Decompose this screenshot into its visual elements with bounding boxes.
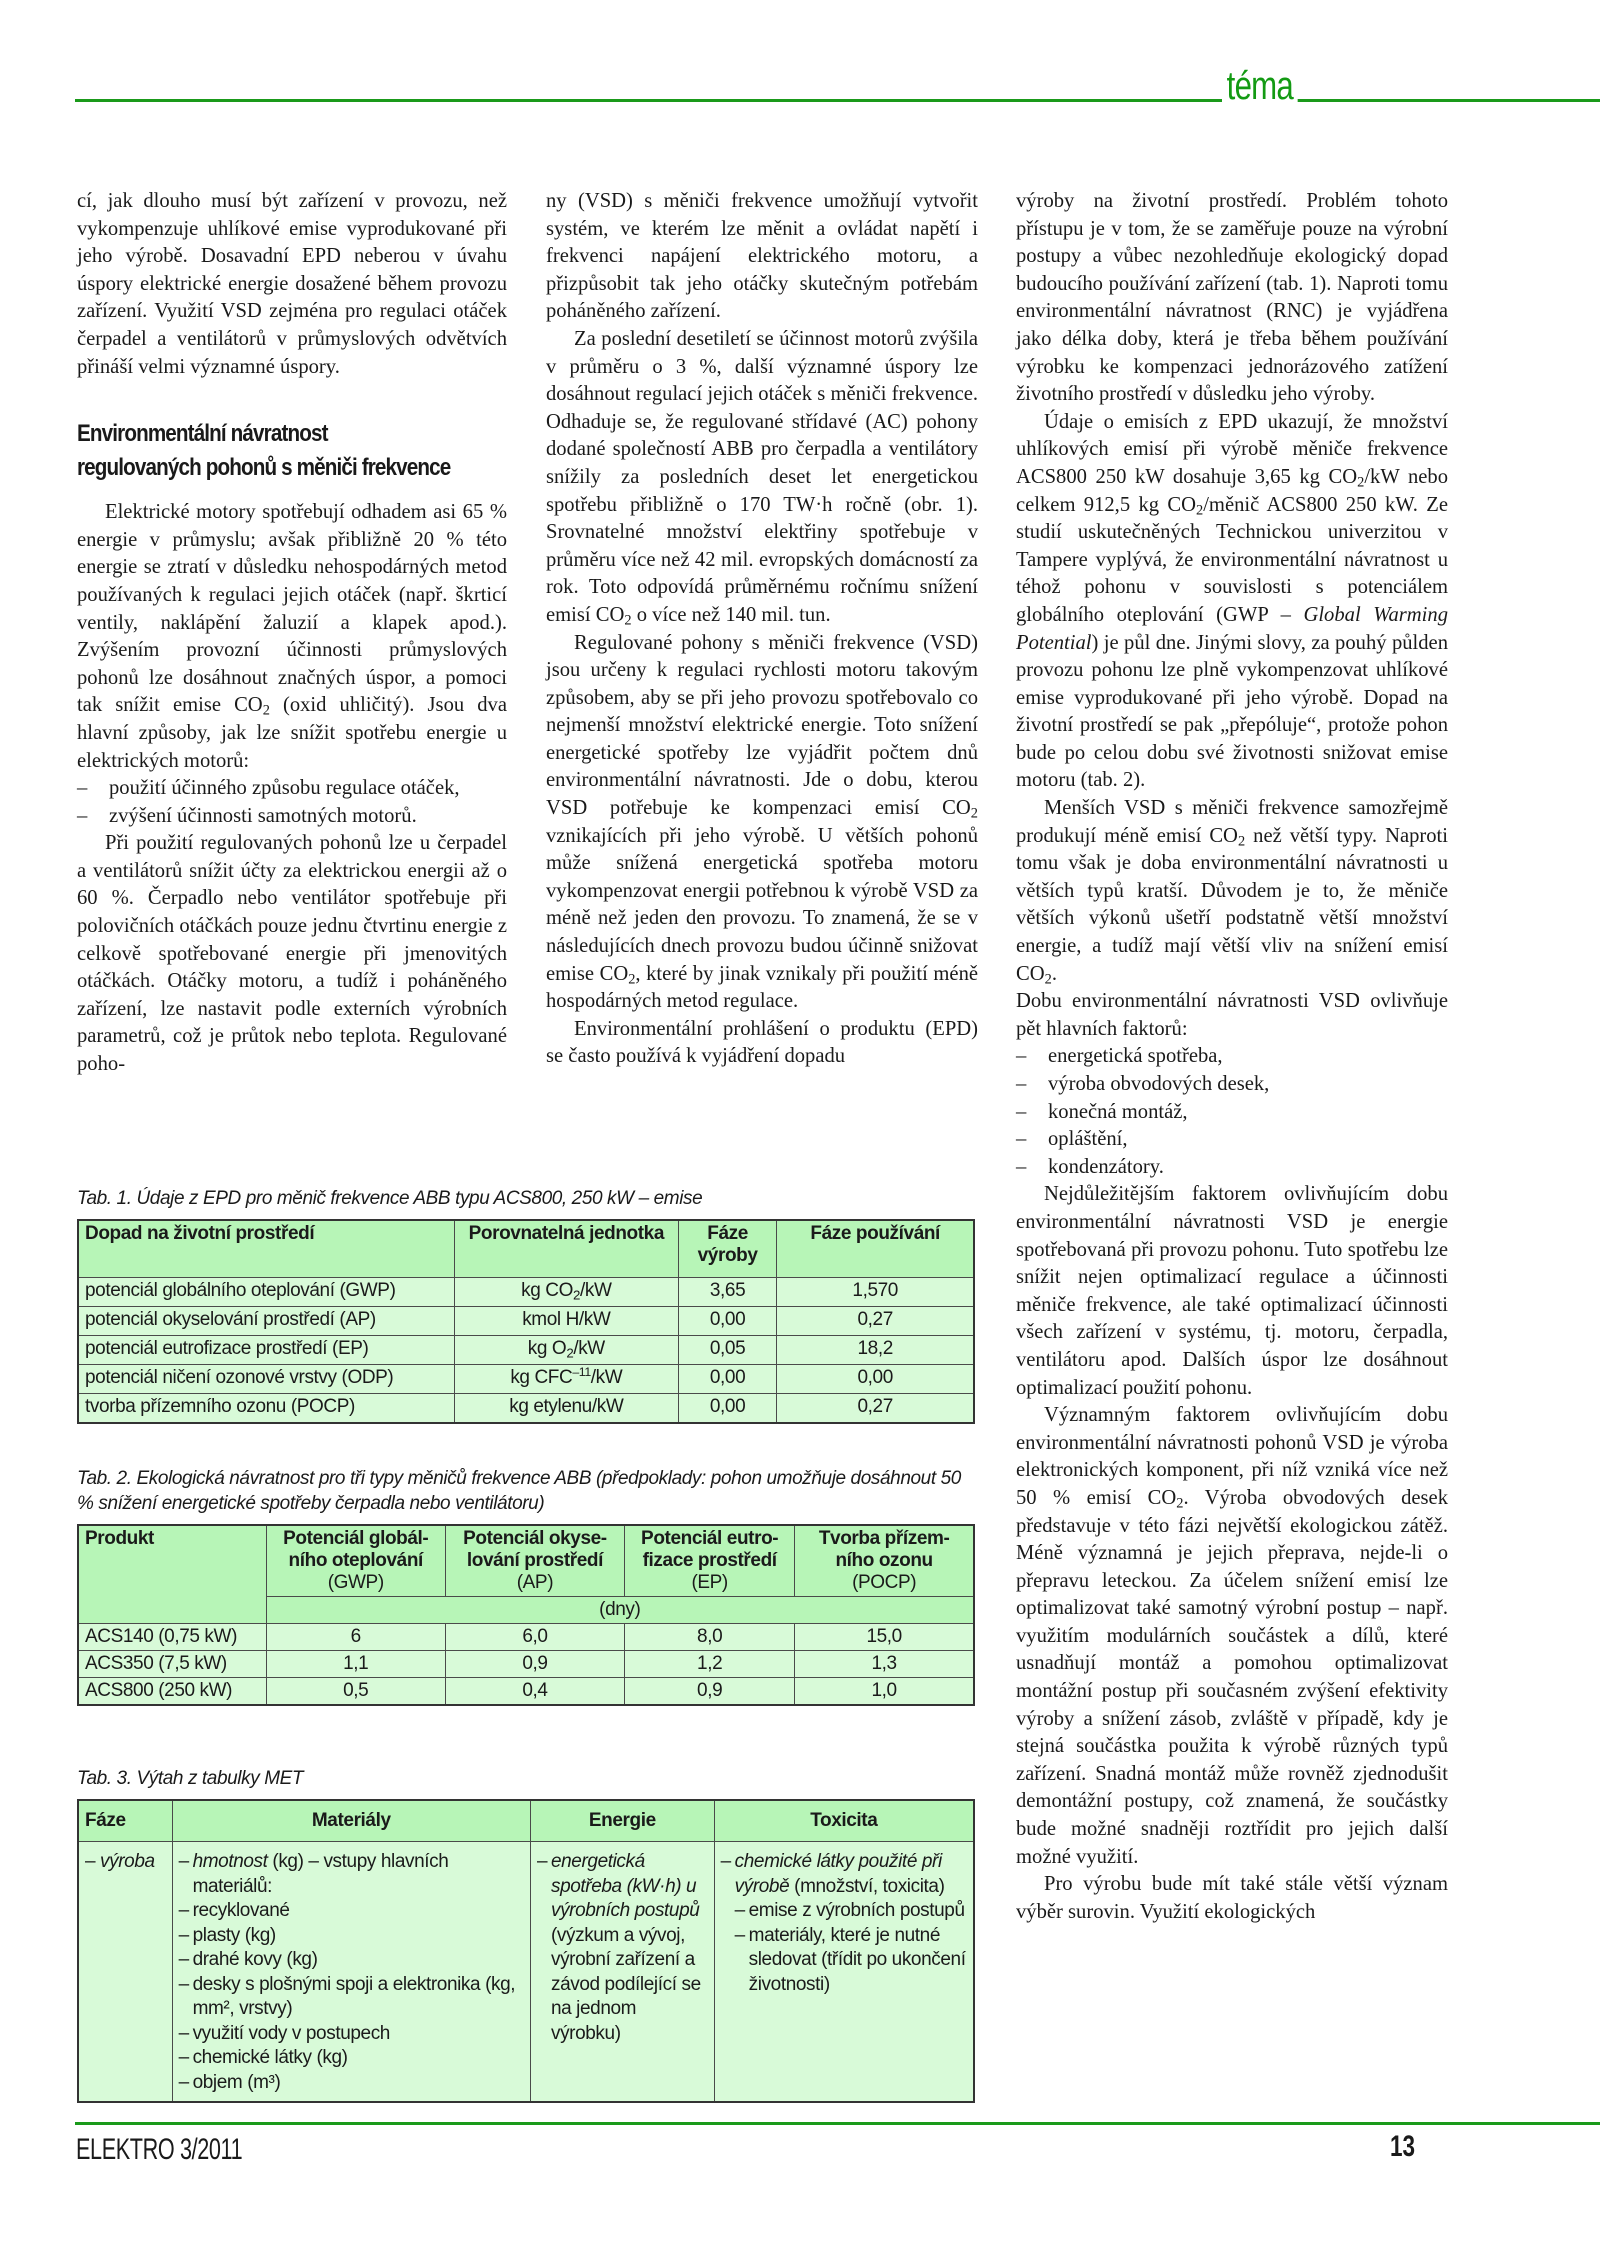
column-3 [1016,188,1448,1926]
table-row [78,1365,974,1394]
impact-cell: potenciál ničení ozonové vrstvy (ODP) [78,1365,454,1394]
phase-cell: – výroba [78,1842,172,2103]
header-cell: Potenciál eutro- fizace prostředí (EP) [625,1525,795,1597]
impact-cell: potenciál globálního oteplování (GWP) [78,1278,454,1307]
unit-cell: kg $CFC^{-11}/kW$ [454,1365,678,1394]
table-row [78,1678,974,1706]
paragraph: Dobu environmentální návratnosti VSD ovlivňuje pět hlavních faktorů: [1016,990,1448,1040]
usage-cell: 18,2 [777,1336,974,1365]
list-item: – použití účinného způsobu regulace otáček, [77,775,507,803]
table-1 [77,1186,975,1424]
publication-name: ELEKTRO 3/2011 [76,2133,243,2166]
paragraph: Regulované pohony s měniči frekvence (VSD) jsou určeny k regulaci rychlosti motoru takovým způsobem, aby se při jeho provozu spotřebovalo co nejmenší množství elektrické energie. Toto snížení energetické spotřeby lze vyjádřit počtem dnů environmentální návratnosti. Jde o dobu, kterou VSD potřebuje ke kompenzaci emisí $CO_2$ vznikajících při jeho výrobě. U větších pohonů může snížená energetická spotřeba motoru vykompenzovat energii potřebnou k výrobě VSD za méně než jeden den provozu. To znamená, že se v následujících dnech provozu budou účinně snižovat emise $CO_2$, které by jinak vznikaly při použití méně hospodárných metod regulace. [546,631,979,1013]
impact-cell: tvorba přízemního ozonu (POCP) [78,1394,454,1424]
payback-table [77,1524,975,1706]
ap-cell: 0,9 [445,1651,624,1678]
ep-cell: 1,2 [625,1651,795,1678]
header-cell: Fáze používání [777,1220,974,1278]
column-1 [77,188,507,1079]
header-rule [75,99,1600,102]
header-cell: Fáze výroby [678,1220,777,1278]
heading-line-2: regulovaných pohonů s měniči frekvence [77,454,451,482]
table-3 [77,1766,975,2103]
unit-cell: kg etylenu/kW [454,1394,678,1424]
paragraph: cí, jak dlouho musí být zařízení v provozu, než vykompenzuje uhlíkové emise vyprodukované při jeho výrobě. Dosavadní EPD neberou v úvahu úspory elektrické energie dosažené během provozu zařízení. Využití VSD zejména pro regulaci otáček čerpadel a ventilátorů v průmyslových odvětvích přináší velmi významné úspory. [77,190,507,378]
paragraph: výroby na životní prostředí. Problém tohoto přístupu je v tom, že se zaměřuje pouze na výrobní postupy a vůbec nezohledňuje ekologický dopad budoucího používání zařízení (tab. 1). Naproti tomu environmentální návratnost (RNC) je vyjádřena jako délka doby, která je třeba během používání výrobku ke kompenzaci jednorázového zatížení životního prostředí v důsledku jeho výroby. [1016,190,1448,406]
gwp-cell: 1,1 [266,1651,445,1678]
table-2 [77,1466,975,1706]
toxicity-cell: – chemické látky použité při výrobě (množství, toxicita) – emise z výrobních postupů – materiály, které je nutné sledovat (třídit po ukončení životnosti) [714,1842,974,2103]
table-header-row [78,1800,974,1842]
impact-cell: potenciál okyselování prostředí (AP) [78,1307,454,1336]
table-row [78,1624,974,1651]
heading-line-1: Environmentální návratnost [77,420,328,448]
production-cell: 0,05 [678,1336,777,1365]
paragraph: Údaje o emisích z EPD ukazují, že množství uhlíkových emisí při výrobě měniče frekvence ACS800 250 kW dosahuje 3,65 kg $CO_2/kW$ nebo celkem 912,5 kg $CO_2$/měnič ACS800 250 kW. Ze studií uskutečněných Technickou univerzitou v Tampere vyplývá, že environmentální návratnost u téhož pohonu v souvislosti s potenciálem globálního oteplování (GWP – Global Warming Potential) je půl dne. Jinými slovy, za pouhý půlden provozu pohonu lze plně vykompenzovat uhlíkové emise vyprodukované při jeho výrobě. Dopad na životní prostředí se pak „přepóluje“, protože pohon bude po celou dobu své životnosti snižovat emise motoru (tab. 2). [1016,410,1449,792]
paragraph: Elektrické motory spotřebují odhadem asi 65 % energie v průmyslu; avšak přibližně 20 % této energie se ztratí v důsledku nehospodárných metod používaných k regulaci jejich otáček (např. škrticí ventily, naklápění žaluzií a klapek apod.). Zvýšením provozní účinnosti průmyslových pohonů lze dosáhnout značných úspor, a pomoci tak snížit emise $CO_2$ (oxid uhličitý). Jsou dva hlavní způsoby, jak lze snížit spotřebu energie u elektrických motorů: [77,501,507,772]
table-caption: Tab. 2. Ekologická návratnost pro tři typy měničů frekvence ABB (předpoklady: pohon umožňuje dosáhnout 50 % snížení energetické spotřeby čerpadla nebo ventilátoru) [77,1468,961,1514]
ap-cell: 6,0 [445,1624,624,1651]
paragraph: Nejdůležitějším faktorem ovlivňujícím dobu environmentální návratnosti VSD je energie spotřebovaná při provozu pohonu. Tuto spotřebu lze snížit nejen optimalizací regulace a účinnosti měniče frekvence, ale také optimalizací účinnosti všech zařízení v systému, tj. motoru, čerpadla, ventilátoru apod. Dalších úspor lze dosáhnout optimalizací použití pohonu. [1016,1183,1448,1399]
production-cell: 3,65 [678,1278,777,1307]
table-header-row [78,1525,974,1597]
gwp-cell: 6 [266,1624,445,1651]
met-table [77,1799,975,2103]
table-row [78,1651,974,1678]
section-tag: téma [1222,62,1298,110]
section-heading [77,417,507,485]
column-2 [546,188,978,1071]
unit-cell: kg $O_2/kW$ [454,1336,678,1365]
product-cell: ACS350 (7,5 kW) [78,1651,266,1678]
header-cell: Fáze [78,1800,172,1842]
list-item: – zvýšení účinnosti samotných motorů. [77,803,507,831]
page-number: 13 [1390,2130,1416,2163]
ep-cell: 0,9 [625,1678,795,1706]
list-item: – konečná montáž, [1016,1099,1448,1127]
pocp-cell: 15,0 [795,1624,974,1651]
header-cell: Potenciál okyse- lování prostředí (AP) [445,1525,624,1597]
bullet-list [77,775,507,830]
unit-cell: kmol H/kW [454,1307,678,1336]
bullet-list [1016,1043,1448,1181]
energy-cell: – energetická spotřeba (kW·h) u výrobních postupů (výzkum a vývoj, výrobní zařízení a závod podílející se na jednom výrobku) [530,1842,714,2103]
impact-cell: potenciál eutrofizace prostředí (EP) [78,1336,454,1365]
paragraph: ny (VSD) s měniči frekvence umožňují vytvořit systém, ve kterém lze měnit a ovládat napětí i frekvenci napájení elektrického motoru, a přizpůsobit tak jeho otáčky skutečným potřebám poháněného zařízení. [546,190,978,323]
production-cell: 0,00 [678,1307,777,1336]
table-row [78,1307,974,1336]
production-cell: 0,00 [678,1394,777,1424]
list-item: – energetická spotřeba, [1016,1043,1448,1071]
paragraph: Environmentální prohlášení o produktu (EPD) se často používá k vyjádření dopadu [546,1017,978,1068]
header-cell: Tvorba přízem- ního ozonu (POCP) [795,1525,974,1597]
usage-cell: 0,27 [777,1394,974,1424]
epd-table [77,1219,975,1424]
header-cell: Produkt [78,1525,266,1624]
usage-cell: 0,00 [777,1365,974,1394]
paragraph: Při použití regulovaných pohonů lze u čerpadel a ventilátorů snížit účty za elektrickou energii až o 60 %. Čerpadlo nebo ventilátor spotřebuje při polovičních otáčkách pouze jednu čtvrtinu energie z celkově spotřebované energie při jmenovitých otáčkách. Otáčky motoru, a tudíž i poháněného zařízení, lze nastavit podle externích výrobních parametrů, což je průtok nebo teplota. Regulované poho- [77,832,507,1076]
list-item: – kondenzátory. [1016,1154,1448,1182]
header-cell: Potenciál globál- ního oteplování (GWP) [266,1525,445,1597]
paragraph: Pro výrobu bude mít také stále větší význam výběr surovin. Využití ekologických [1016,1873,1448,1923]
header-cell: Materiály [172,1800,530,1842]
table-row [78,1278,974,1307]
pocp-cell: 1,0 [795,1678,974,1706]
list-item: – výroba obvodových desek, [1016,1071,1448,1099]
table-row [78,1842,974,2103]
paragraph: Za poslední desetiletí se účinnost motorů zvýšila v průměru o 3 %, další významné úspory lze dosáhnout regulací jejich otáček s měniči frekvence. Odhaduje se, že regulované střídavé (AC) pohony dodané společností ABB pro čerpadla a ventilátory snížily za posledních deset let energetickou spotřebu přibližně o 170 TW·h ročně (obr. 1). Srovnatelné množství elektřiny spotřebuje v průměru více než 42 mil. evropských domácností za rok. Toto odpovídá průměrnému ročnímu snížení emisí $CO_2$ o více než 140 mil. tun. [546,327,978,629]
product-cell: ACS140 (0,75 kW) [78,1624,266,1651]
usage-cell: 1,570 [777,1278,974,1307]
materials-cell: – hmotnost (kg) – vstupy hlavních materiálů: – recyklované – plasty (kg) – drahé kovy (kg) – desky s plošnými spoji a elektronika (kg, mm², vrstvy) – využití vody v postupech – chemické látky (kg) – objem (m³) [172,1842,530,2103]
usage-cell: 0,27 [777,1307,974,1336]
pocp-cell: 1,3 [795,1651,974,1678]
header-cell: Dopad na životní prostředí [78,1220,454,1278]
footer-rule [75,2122,1600,2125]
table-caption: Tab. 3. Výtah z tabulky MET [77,1768,304,1789]
ap-cell: 0,4 [445,1678,624,1706]
paragraph: Významným faktorem ovlivňujícím dobu environmentální návratnosti pohonů VSD je výroba elektronických komponent, při níž vzniká více než 50 % emisí $CO_2$. Výroba obvodových desek představuje v této fázi největší ekologickou zátěž. Méně významná je jejich přeprava, nejde-li o přepravu leteckou. Za účelem snížení emisí lze optimalizovat také samotný výrobní postup – např. využitím modulárních součástek a dílů, které usnadňují montáž a pomohou optimalizovat montážní postup při současném zvýšení efektivity výroby a snížení zásob, zvláště v případě, kdy je stejná součástka použita k výrobě různých typů zařízení. Snadná montáž může rovněž zjednodušit demontážní postupy, což znamená, že součástky bude možné snadněji roztřídit pro jejich další možné využití. [1016,1404,1448,1868]
ep-cell: 8,0 [625,1624,795,1651]
table-header-row [78,1220,974,1278]
table-row [78,1336,974,1365]
table-row [78,1394,974,1424]
table-caption: Tab. 1. Údaje z EPD pro měnič frekvence ABB typu ACS800, 250 kW – emise [77,1188,703,1209]
header-cell: Porovnatelná jednotka [454,1220,678,1278]
gwp-cell: 0,5 [266,1678,445,1706]
production-cell: 0,00 [678,1365,777,1394]
list-item: – opláštění, [1016,1126,1448,1154]
header-cell: Energie [530,1800,714,1842]
unit-cell: (dny) [266,1597,974,1624]
unit-cell: kg $CO_2/kW$ [454,1278,678,1307]
product-cell: ACS800 (250 kW) [78,1678,266,1706]
paragraph: Menších VSD s měniči frekvence samozřejmě produkují méně emisí $CO_2$ než větší typy. Naproti tomu však je doba environmentální návratnosti u větších typů kratší. Důvodem je to, že měniče větších výkonů ušetří podstatně větší množství energie, a tudíž mají větší vliv na snížení emisí $CO_2$. [1016,797,1448,988]
header-cell: Toxicita [714,1800,974,1842]
